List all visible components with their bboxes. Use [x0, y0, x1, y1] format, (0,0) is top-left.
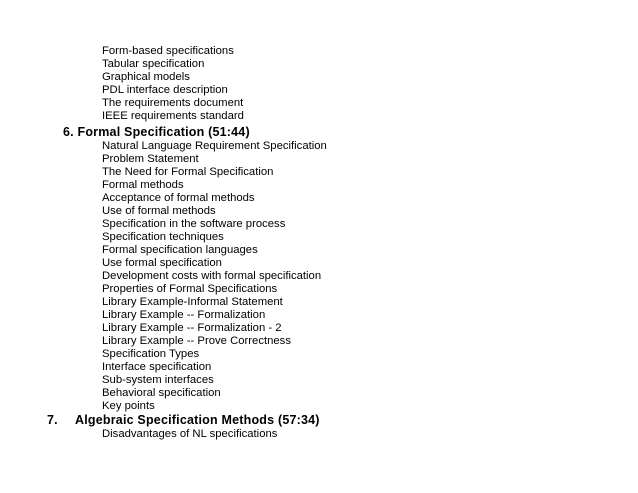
section-6-item-list — [0, 140, 638, 413]
list-item: Disadvantages of NL specifications — [102, 428, 278, 440]
list-item: Specification techniques — [102, 231, 224, 243]
section-7-item-list — [0, 428, 638, 441]
list-item: The Need for Formal Specification — [102, 166, 274, 178]
list-item: Acceptance of formal methods — [102, 192, 255, 204]
list-item: Behavioral specification — [102, 387, 221, 399]
section-6-heading: 6. Formal Specification (51:44) — [63, 125, 250, 139]
list-item: Tabular specification — [102, 58, 205, 70]
list-item: Development costs with formal specification — [102, 270, 322, 282]
list-item: IEEE requirements standard — [102, 110, 244, 122]
list-item: Formal specification languages — [102, 244, 258, 256]
list-item: Graphical models — [102, 71, 190, 83]
list-item: Use of formal methods — [102, 205, 216, 217]
list-item: The requirements document — [102, 97, 244, 109]
list-item: Form-based specifications — [102, 45, 234, 57]
list-item: Library Example -- Prove Correctness — [102, 335, 291, 347]
list-item: Formal methods — [102, 179, 184, 191]
list-item: Specification Types — [102, 348, 200, 360]
list-item: Library Example-Informal Statement — [102, 296, 283, 308]
list-item: Properties of Formal Specifications — [102, 283, 278, 295]
list-item: Use formal specification — [102, 257, 222, 269]
section-7-heading: Algebraic Specification Methods (57:34) — [75, 413, 320, 427]
list-item: Interface specification — [102, 361, 212, 373]
list-item: Key points — [102, 400, 155, 412]
list-item: Natural Language Requirement Specification — [102, 140, 327, 152]
list-item: Specification in the software process — [102, 218, 286, 230]
list-item: Library Example -- Formalization - 2 — [102, 322, 282, 334]
list-item: Sub-system interfaces — [102, 374, 214, 386]
list-item: PDL interface description — [102, 84, 228, 96]
list-item: Library Example -- Formalization — [102, 309, 266, 321]
section-7-number: 7. — [47, 413, 58, 427]
list-item: Problem Statement — [102, 153, 199, 165]
continued-item-list — [0, 45, 638, 123]
